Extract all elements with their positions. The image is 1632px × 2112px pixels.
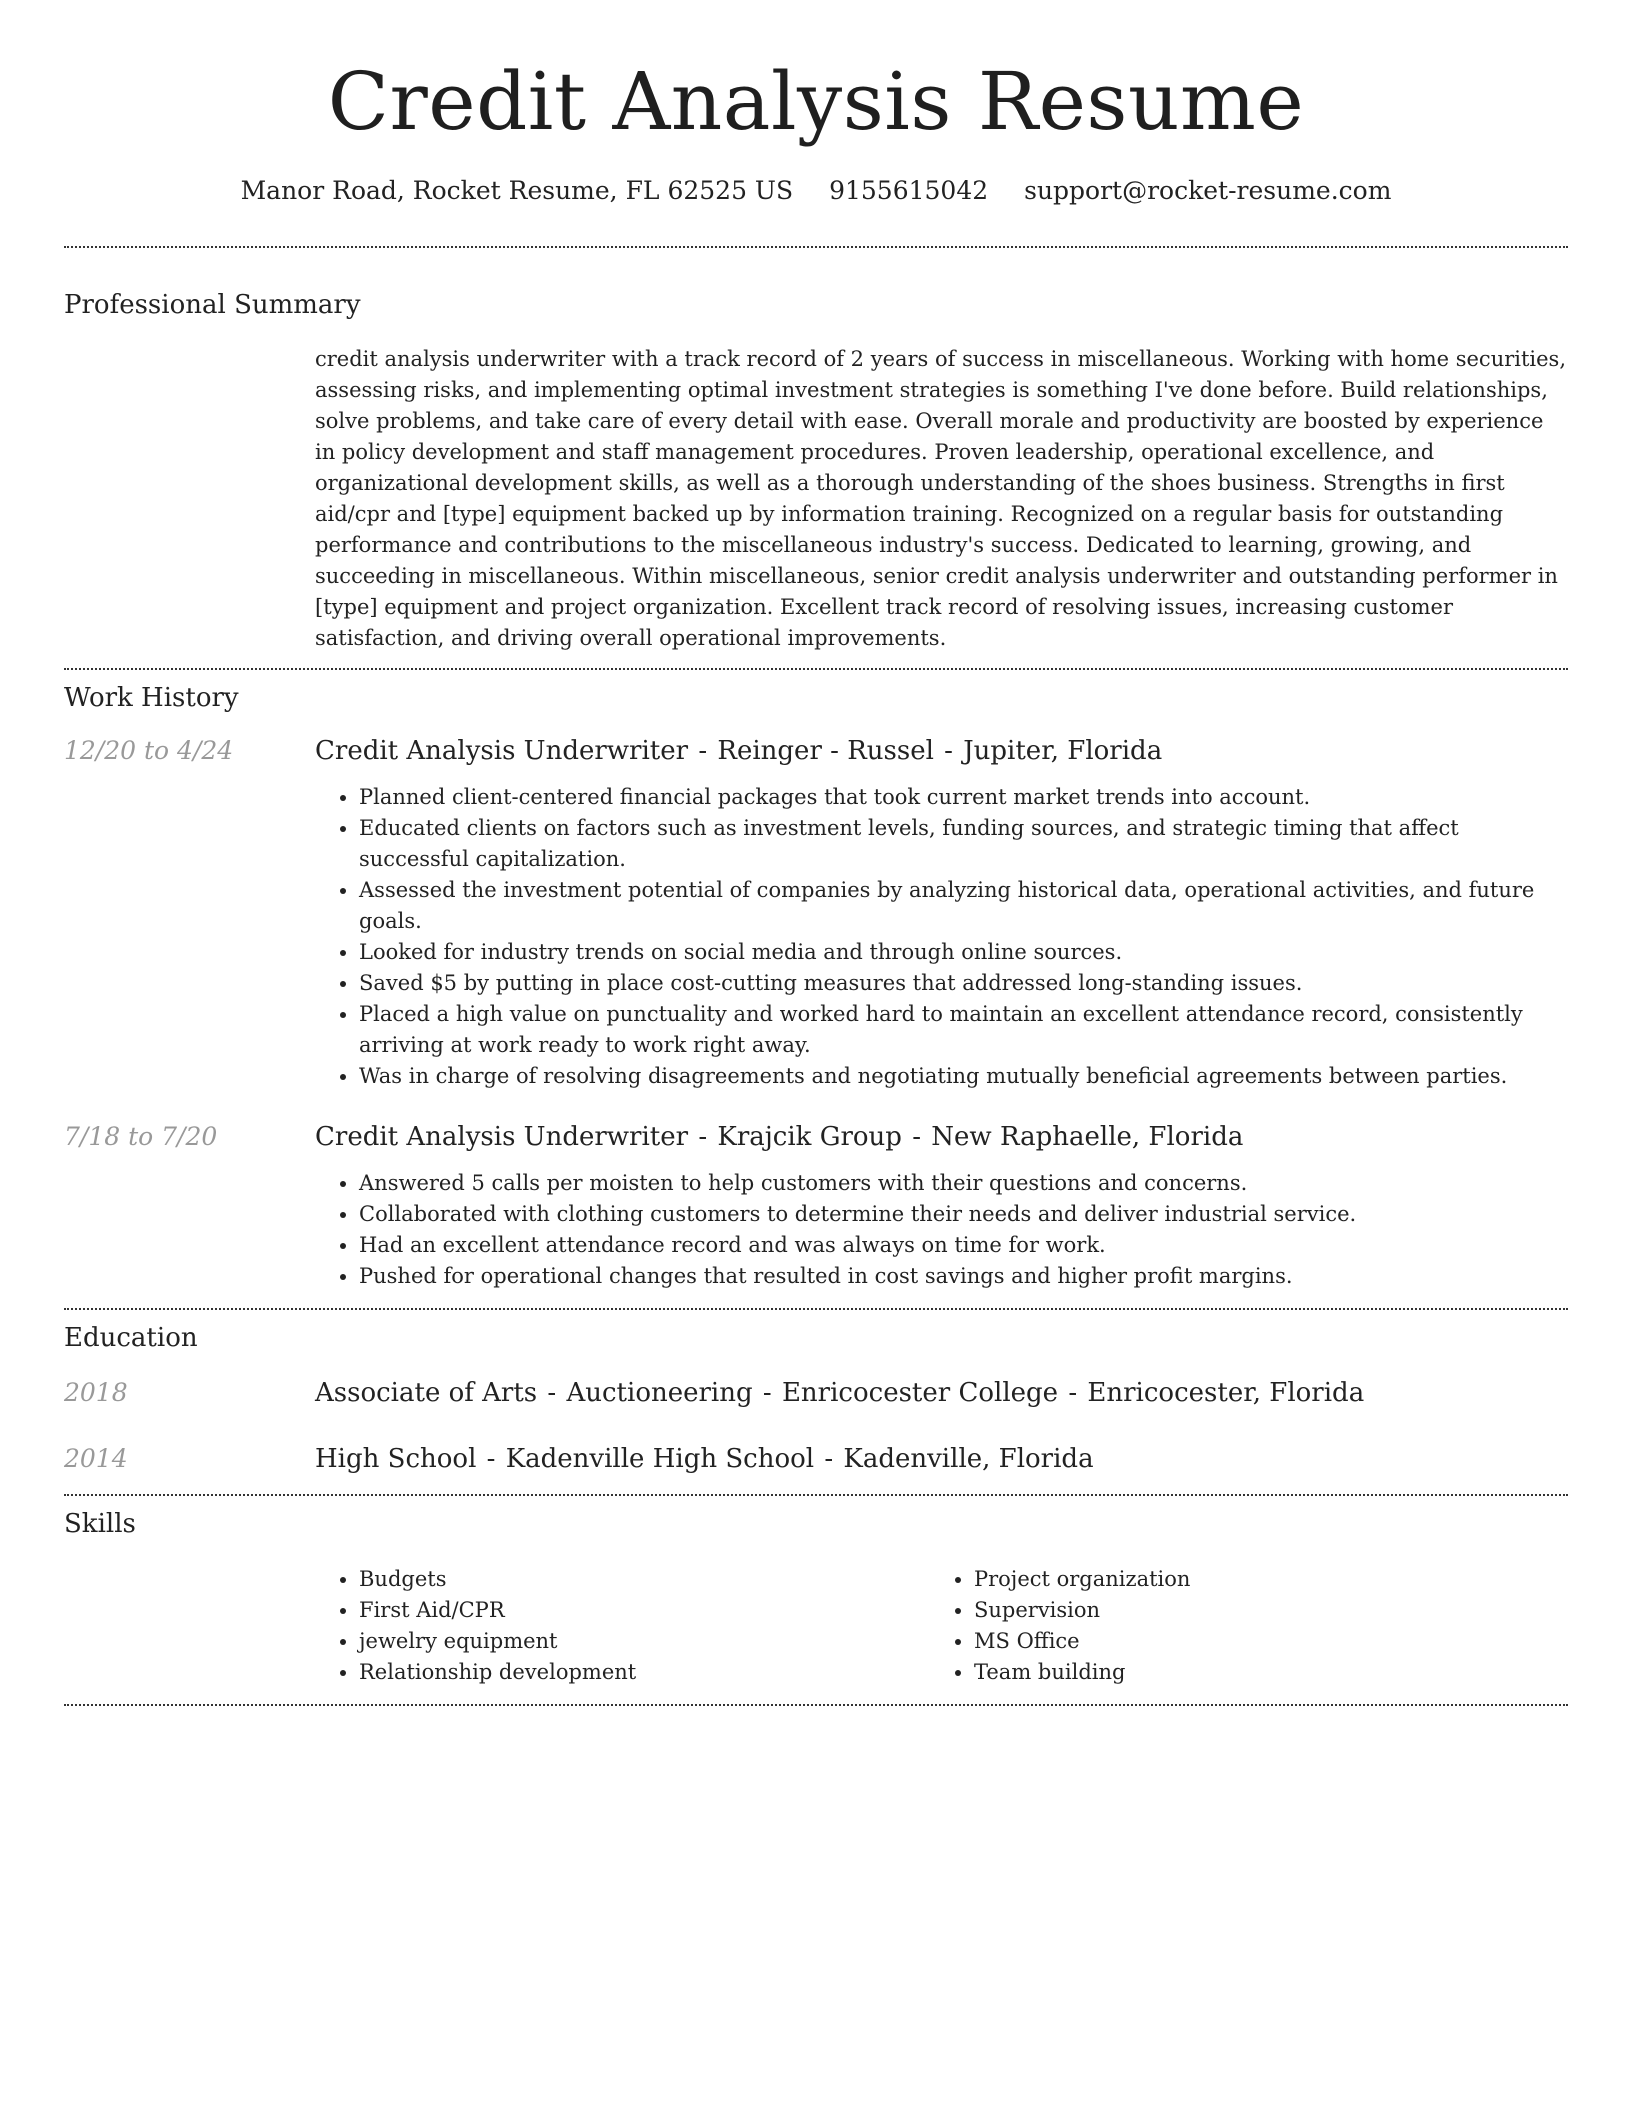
job-bullets [315,1168,1568,1308]
contact-phone: 9155615042 [829,176,989,205]
list-item: • Collaborated with clothing customers to determine their needs and deliver industrial service. [359,1199,1568,1230]
job-dates: 12/20 to 4/24 [64,736,234,765]
job-dates: 7/18 to 7/20 [64,1122,218,1151]
job-title: Credit Analysis Underwriter [315,1122,689,1152]
summary-heading: Professional Summary [64,290,361,320]
education-year: 2014 [64,1444,128,1473]
job-company: Krajcik Group [717,1122,902,1152]
list-item: • Had an excellent attendance record and was always on time for work. [359,1230,1568,1261]
job-entry [64,736,1568,1092]
education-heading: Education [64,1323,198,1353]
job-title: Credit Analysis Underwriter [315,736,689,766]
job-location: Jupiter, Florida [963,736,1163,766]
education-line: High School - Kadenville High School - Kadenville, Florida [315,1444,1094,1474]
skill-item: • First Aid/CPR [359,1595,930,1626]
work-heading: Work History [64,683,239,713]
education-degree: High School [315,1444,477,1474]
summary-text: credit analysis underwriter with a track record of 2 years of success in miscellaneous. Working with home securities, assessing risks, and implementing optimal investment strategies is something I've done before. Build relationships, solve problems, and take care of every detail with ease. Overall morale and productivity are boosted by experience in policy development and staff management procedures. Proven leadership, operational excellence, and organizational development skills, as well as a thorough understanding of the shoes business. Strengths in first aid/cpr and [type] equipment backed up by information training. Recognized on a regular basis for outstanding performance and contributions to the miscellaneous industry's success. Dedicated to learning, growing, and succeeding in miscellaneous. Within miscellaneous, senior credit analysis underwriter and outstanding performer in [type] equipment and project organization. Excellent track record of resolving issues, increasing customer satisfaction, and driving overall operational improvements. [315,347,1567,650]
work-section [64,670,1568,1308]
skills-column-left [315,1564,930,1688]
skills-grid [315,1564,1568,1704]
skill-item: • Relationship development [359,1657,930,1688]
list-item: • Answered 5 calls per moisten to help customers with their questions and concerns. [359,1168,1568,1199]
skills-section [64,1496,1568,1704]
education-entry [64,1378,1568,1408]
education-field: Auctioneering [566,1378,753,1408]
education-school: Kadenville High School [505,1444,815,1474]
job-bullets [315,782,1568,1092]
education-location: Enricocester, Florida [1087,1378,1365,1408]
education-school: Enricocester College [781,1378,1059,1408]
list-item: • Assessed the investment potential of companies by analyzing historical data, operational activities, and future goals. [359,875,1568,937]
skill-item: • Budgets [359,1564,930,1595]
education-degree: Associate of Arts [315,1378,538,1408]
list-item: • Educated clients on factors such as investment levels, funding sources, and strategic timing that affect successful capitalization. [359,813,1568,875]
skills-heading: Skills [64,1509,136,1539]
education-year: 2018 [64,1378,128,1407]
contact-line [64,176,1568,206]
bullet-list [315,1168,1568,1292]
skill-item: • Team building [974,1657,1545,1688]
summary-section [64,248,1568,668]
education-section [64,1310,1568,1494]
list-item: • Placed a high value on punctuality and worked hard to maintain an excellent attendance record, consistently arriving at work ready to work right away. [359,999,1568,1061]
education-line: Associate of Arts - Auctioneering - Enricocester College - Enricocester, Florida [315,1378,1365,1408]
bullet-list [315,782,1568,1092]
skill-item: • Project organization [974,1564,1545,1595]
job-entry [64,1122,1568,1308]
skill-item: • MS Office [974,1626,1545,1657]
job-title-line: Credit Analysis Underwriter - Krajcik Group - New Raphaelle, Florida [315,1122,1244,1152]
education-location: Kadenville, Florida [843,1444,1094,1474]
skills-column-right [930,1564,1545,1688]
job-header [64,736,1568,766]
contact-address: Manor Road, Rocket Resume, FL 62525 US [240,176,794,205]
list-item: • Saved $5 by putting in place cost-cutting measures that addressed long-standing issues. [359,968,1568,999]
job-header [64,1122,1568,1152]
skill-item: • jewelry equipment [359,1626,930,1657]
skill-item: • Supervision [974,1595,1545,1626]
contact-email: support@rocket-resume.com [1024,176,1392,205]
list-item: • Was in charge of resolving disagreements and negotiating mutually beneficial agreements between parties. [359,1061,1568,1092]
list-item: • Looked for industry trends on social media and through online sources. [359,937,1568,968]
resume-title: Credit Analysis Resume [327,55,1305,148]
job-title-line: Credit Analysis Underwriter - Reinger - Russel - Jupiter, Florida [315,736,1163,766]
list-item: • Pushed for operational changes that resulted in cost savings and higher profit margins. [359,1261,1568,1292]
list-item: • Planned client-centered financial packages that took current market trends into account. [359,782,1568,813]
job-company: Reinger - Russel [717,736,934,766]
education-entry [64,1444,1568,1494]
resume-header [64,0,1568,206]
divider [64,1704,1568,1706]
job-location: New Raphaelle, Florida [931,1122,1244,1152]
